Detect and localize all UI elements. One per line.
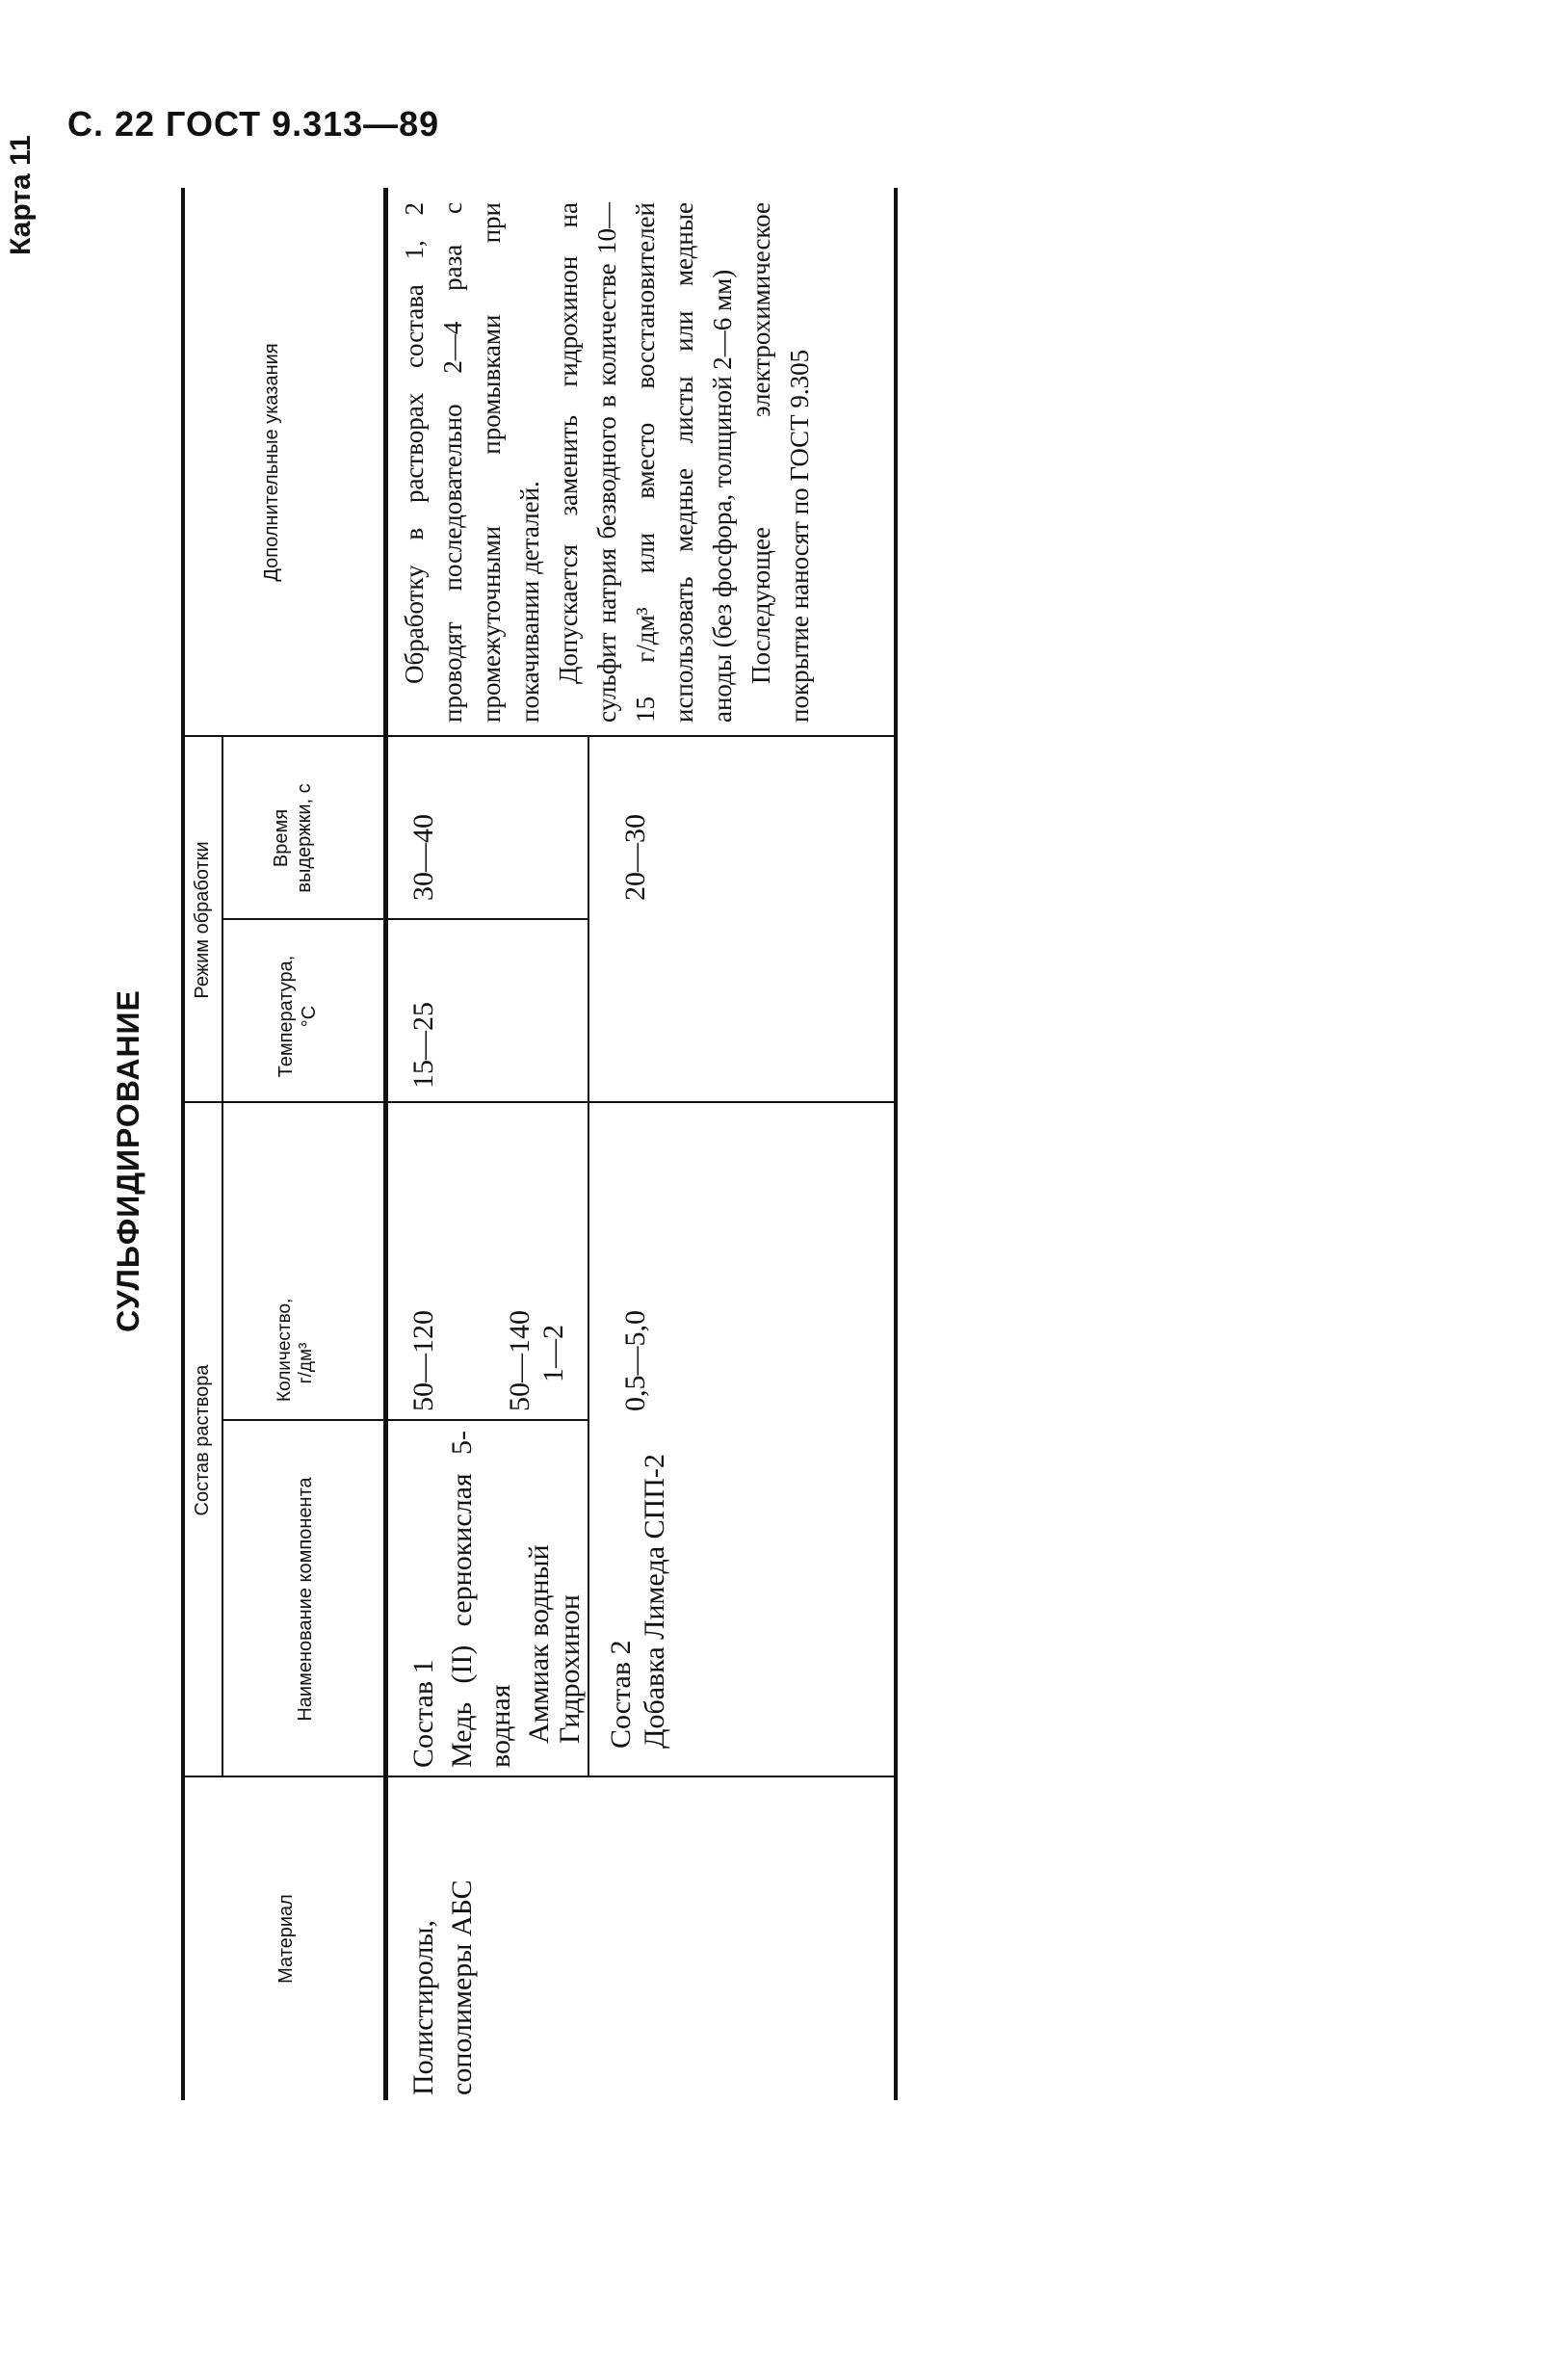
table-top-rule xyxy=(181,188,185,2100)
rotated-table-area xyxy=(0,135,1031,2240)
col-sep-temperature xyxy=(223,918,589,920)
composition1-temperature: 15—25 xyxy=(407,1002,439,1089)
page-header: С. 22 ГОСТ 9.313—89 xyxy=(67,104,440,144)
composition1-amount: 50—120 xyxy=(407,1310,439,1411)
header-mode: Режим обработки xyxy=(192,841,213,999)
composition2-label: Состав 2 xyxy=(605,1640,637,1749)
header-component: Наименование компонента xyxy=(295,1477,316,1722)
col-sep-amount xyxy=(181,1101,894,1103)
composition1-amount: 1—2 xyxy=(537,1325,569,1382)
composition1-amount: 50—140 xyxy=(504,1310,536,1411)
mode-subheader-rule xyxy=(222,737,223,1103)
card-label: Карта 11 xyxy=(5,135,37,255)
composition1-label: Состав 1 xyxy=(407,1659,439,1768)
composition2-component-name: Добавка Лимеда СПП-2 xyxy=(639,1454,670,1749)
note-paragraph: Последующее электрохимическое покрытие наносят по ГОСТ 9.305 xyxy=(746,202,814,723)
material-cell: Полистиролы, сополимеры АБС xyxy=(407,1880,478,2095)
col-sep-time xyxy=(181,735,894,737)
header-bottom-rule xyxy=(383,188,388,2100)
composition2-amount: 0,5—5,0 xyxy=(619,1310,651,1411)
col-sep-component xyxy=(223,1419,589,1421)
table-title: СУЛЬФИДИРОВАНИЕ xyxy=(111,989,145,1332)
header-time: Время выдержки, с xyxy=(271,783,315,893)
note-paragraph: Допускается заменить гидрохинон на сульфит натрия безводного в количестве 10—15 г/дм³ или вместо восстановителей использовать медные листы или медные аноды (без фосфора, толщиной 2—6 мм) xyxy=(554,202,737,723)
composition1-component-name: Медь (II) сернокислая 5-водная xyxy=(446,1431,516,1768)
notes-cell xyxy=(395,202,819,723)
header-amount: Количество, г/дм³ xyxy=(274,1298,316,1402)
header-temperature: Температура, °С xyxy=(275,955,320,1078)
composition2-time: 20—30 xyxy=(619,814,651,901)
composition1-component-name: Аммиак водный xyxy=(523,1544,555,1744)
table-bottom-rule xyxy=(894,188,898,2100)
composition1-time: 30—40 xyxy=(407,814,439,901)
header-notes: Дополнительные указания xyxy=(261,343,282,582)
header-material: Материал xyxy=(275,1894,297,1984)
composition1-component-name: Гидрохинон xyxy=(554,1594,586,1744)
col-sep-material xyxy=(181,1776,894,1777)
note-paragraph: Обработку в растворах состава 1, 2 проводят последовательно 2—4 раза с промежуточными промывками при покачивании деталей. xyxy=(400,202,544,723)
solution-subheader-rule xyxy=(222,1103,223,1777)
header-solution: Состав раствора xyxy=(192,1364,213,1516)
